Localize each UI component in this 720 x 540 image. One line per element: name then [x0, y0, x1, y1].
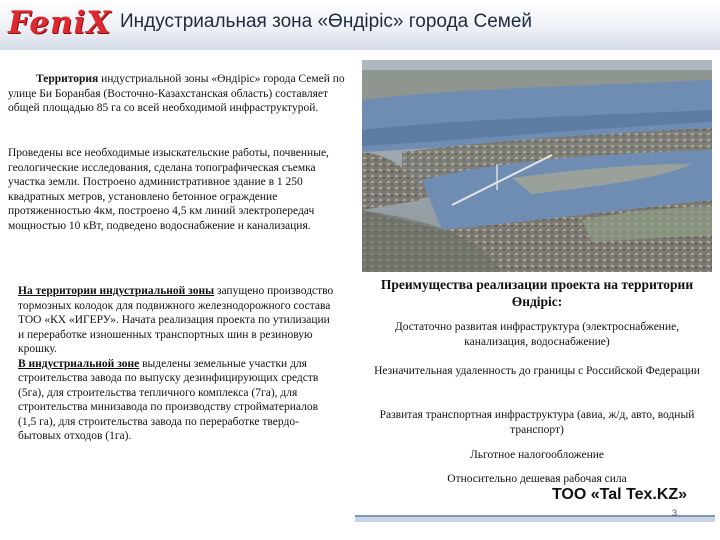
aerial-photo	[362, 60, 712, 272]
plots-text: выделены земельные участки для строительства завода по выпуску дезинфицирующих средств (5га), для строительства тепличного комплекса (7га), для строительства минизавода по производству стройматериалов (1,5 га), для строительства завода по переработке твердо-бытовых отходов (1га).	[18, 357, 319, 442]
company-name: ТОО «Tal Tex.KZ»	[552, 486, 688, 503]
company-logo: FeniX	[8, 5, 112, 41]
intro-text: индустриальной зоны «Өндіріс» города Семей по улице Би Боранбая (Восточно-Казахстанская область) составляет общей площадью 85 га со всей необходимой инфраструктурой.	[8, 73, 345, 114]
plots-lead: В индустриальной зоне	[18, 357, 140, 370]
advantages-title: Преимущества реализации проекта на территории Өндіріс:	[380, 277, 694, 309]
page-number: 3	[672, 508, 678, 518]
header-bar	[0, 0, 720, 50]
production-text: запущено производство тормозных колодок для подвижного железнодорожного состава ТОО «КХ «ИГЕРУ». Начата реализация проекта по утилизации и переработке изношенных транспортных шин в резиновую крошку.	[18, 285, 334, 355]
zone-paragraphs	[18, 284, 338, 444]
advantage-item: Развитая транспортная инфраструктура (авиа, ж/д, авто, водный транспорт)	[379, 409, 695, 436]
advantage-item: Относительно дешевая рабочая сила	[447, 473, 627, 485]
works-text: Проведены все необходимые изыскательские работы, почвенные, геологические исследования, сделана топографическая съемка участка земли. Построено административное здание в 1 250 квадратных метров, установлено бетонное ограждение протяженностью 4км, построено 4,5 км линий электропередач мощностью 10 кВт, подведено водоснабжение и канализация.	[8, 147, 329, 232]
advantage-item: Незначительная удаленность до границы с Российской Федерации	[374, 365, 700, 377]
intro-paragraph	[8, 72, 353, 116]
intro-lead: Территория	[36, 73, 99, 85]
production-lead: На территории индустриальной зоны	[18, 285, 215, 297]
page-title: Индустриальная зона «Өндіріс» города Семей	[120, 11, 533, 32]
advantage-item: Достаточно развитая инфраструктура (электроснабжение, канализация, водоснабжение)	[394, 321, 680, 348]
advantage-item: Льготное налогообложение	[470, 449, 604, 461]
works-paragraph	[8, 146, 348, 233]
footer-band	[355, 517, 715, 522]
